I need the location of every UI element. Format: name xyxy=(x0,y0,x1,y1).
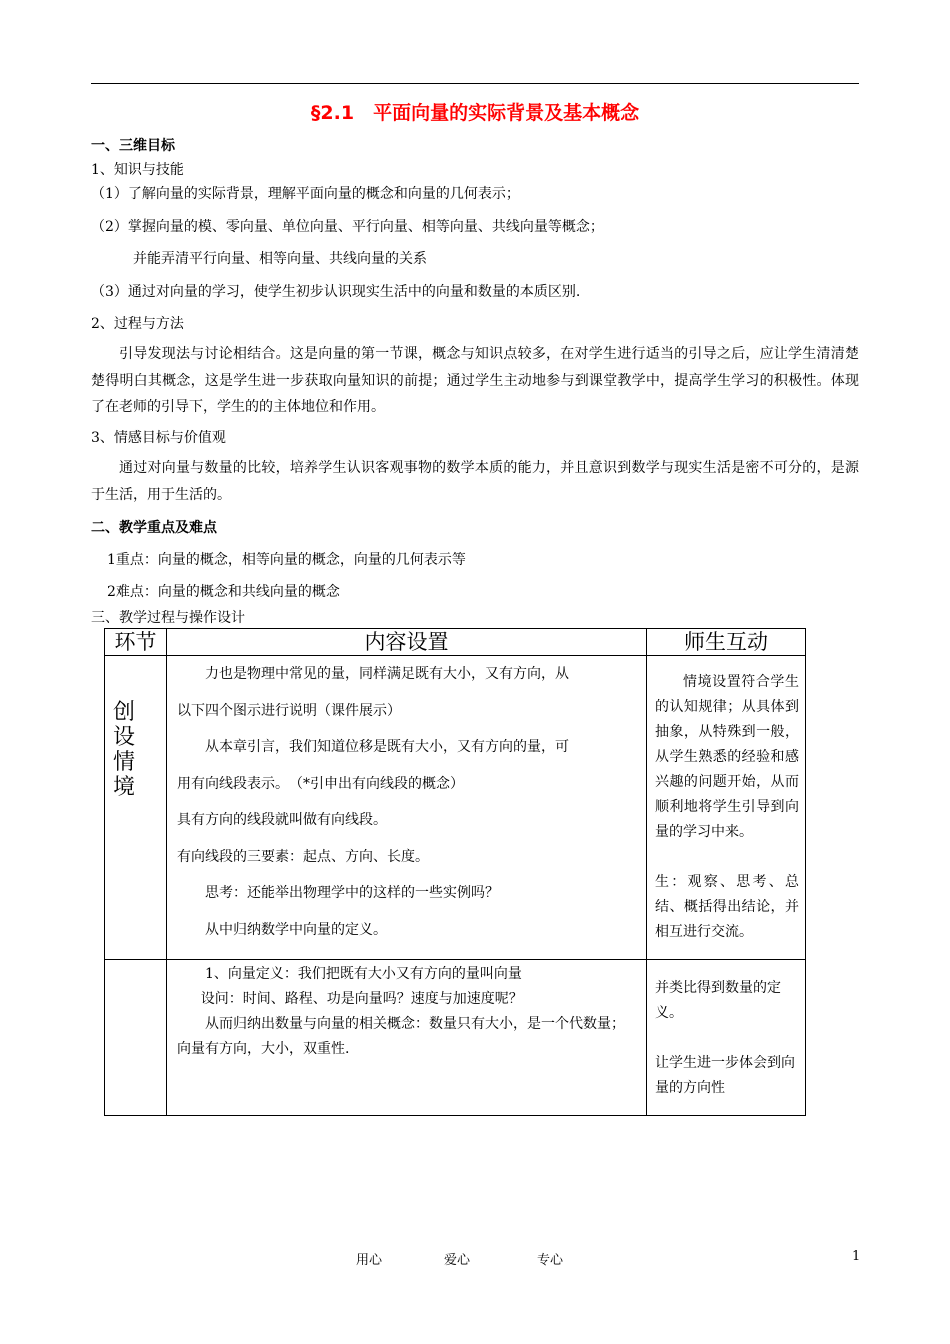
footer-word: 用心 xyxy=(356,1253,383,1268)
objective-item-2-cont: 并能弄清平行向量、相等向量、共线向量的关系 xyxy=(133,251,427,267)
footer-word: 专心 xyxy=(537,1253,564,1268)
interaction-cell xyxy=(647,960,806,1116)
content-line: 1、向量定义：我们把既有大小又有方向的量叫向量 xyxy=(205,966,522,982)
interaction-text: 并类比得到数量的定义。 xyxy=(655,980,781,1021)
difficult-point: 2难点：向量的概念和共线向量的概念 xyxy=(107,584,340,600)
section1-sub1: 1、知识与技能 xyxy=(91,162,184,178)
header-rule xyxy=(91,83,859,84)
stage-char: 设 xyxy=(113,725,136,750)
table-row xyxy=(105,960,806,1116)
teaching-process-table xyxy=(104,628,806,1116)
key-point: 1重点：向量的概念，相等向量的概念，向量的几何表示等 xyxy=(107,552,466,568)
table-row xyxy=(105,656,806,960)
content-line: 从中归纳数学中向量的定义。 xyxy=(205,921,387,938)
stage-char: 境 xyxy=(113,775,136,800)
content-cell xyxy=(167,960,647,1116)
content-line: 以下四个图示进行说明（课件展示） xyxy=(177,702,401,719)
header-interaction: 师生互动 xyxy=(647,629,806,656)
stage-cell-empty xyxy=(105,960,167,1116)
document-title: §2.1 平面向量的实际背景及基本概念 xyxy=(310,102,640,124)
content-line: 思考：还能举出物理学中的这样的一些实例吗？ xyxy=(205,885,499,901)
stage-cell xyxy=(105,656,167,960)
interaction-text: 情境设置符合学生的认知规律；从具体到抽象，从特殊到一般，从学生熟悉的经验和感兴趣的问题开始，从而顺利地将学生引导到向量的学习中来。 xyxy=(655,674,799,840)
objective-item-3: （3）通过对向量的学习，使学生初步认识现实生活中的向量和数量的本质区别. xyxy=(91,284,581,300)
section1-sub3: 3、情感目标与价值观 xyxy=(91,430,226,446)
content-line: 力也是物理中常见的量，同样满足既有大小，又有方向，从 xyxy=(205,666,569,682)
section1-heading: 一、三维目标 xyxy=(91,138,175,154)
stage-char: 情 xyxy=(113,750,136,775)
header-stage: 环节 xyxy=(105,629,167,656)
interaction-text: 让学生进一步体会到向量的方向性 xyxy=(655,1055,795,1096)
content-line: 从本章引言，我们知道位移是既有大小，又有方向的量，可 xyxy=(205,739,569,755)
stage-char: 创 xyxy=(113,700,136,725)
interaction-cell xyxy=(647,656,806,960)
objective-item-2: （2）掌握向量的模、零向量、单位向量、平行向量、相等向量、共线向量等概念； xyxy=(91,219,604,235)
header-content: 内容设置 xyxy=(167,629,647,656)
page-number: 1 xyxy=(852,1249,861,1264)
content-line: 有向线段的三要素：起点、方向、长度。 xyxy=(177,848,429,865)
interaction-text: 生：观察、思考、总结、概括得出结论，并相互进行交流。 xyxy=(655,874,799,940)
content-line: 从而归纳出数量与向量的相关概念：数量只有大小，是一个代数量；向量有方向，大小，双重性. xyxy=(177,1016,625,1057)
content-line: 具有方向的线段就叫做有向线段。 xyxy=(177,812,387,828)
objective-item-1: （1）了解向量的实际背景，理解平面向量的概念和向量的几何表示； xyxy=(91,186,520,202)
process-method-paragraph: 引导发现法与讨论相结合。这是向量的第一节课，概念与知识点较多，在对学生进行适当的引导之后，应让学生清清楚楚得明白其概念，这是学生进一步获取向量知识的前提；通过学生主动地参与到课堂教学中，提高学生学习的积极性。体现了在老师的引导下，学生的的主体地位和作用。 xyxy=(91,346,859,415)
content-line: 设问：时间、路程、功是向量吗？速度与加速度呢？ xyxy=(200,991,523,1007)
content-cell xyxy=(167,656,647,960)
table-header-row xyxy=(105,629,806,656)
section3-heading: 三、教学过程与操作设计 xyxy=(91,610,245,626)
content-line: 用有向线段表示。 （*引申出有向线段的概念） xyxy=(177,775,464,792)
section1-sub2: 2、过程与方法 xyxy=(91,316,184,332)
emotion-goal-paragraph: 通过对向量与数量的比较，培养学生认识客观事物的数学本质的能力，并且意识到数学与现实生活是密不可分的，是源于生活，用于生活的。 xyxy=(91,460,859,503)
section2-heading: 二、教学重点及难点 xyxy=(91,520,217,536)
footer-word: 爱心 xyxy=(444,1253,471,1268)
